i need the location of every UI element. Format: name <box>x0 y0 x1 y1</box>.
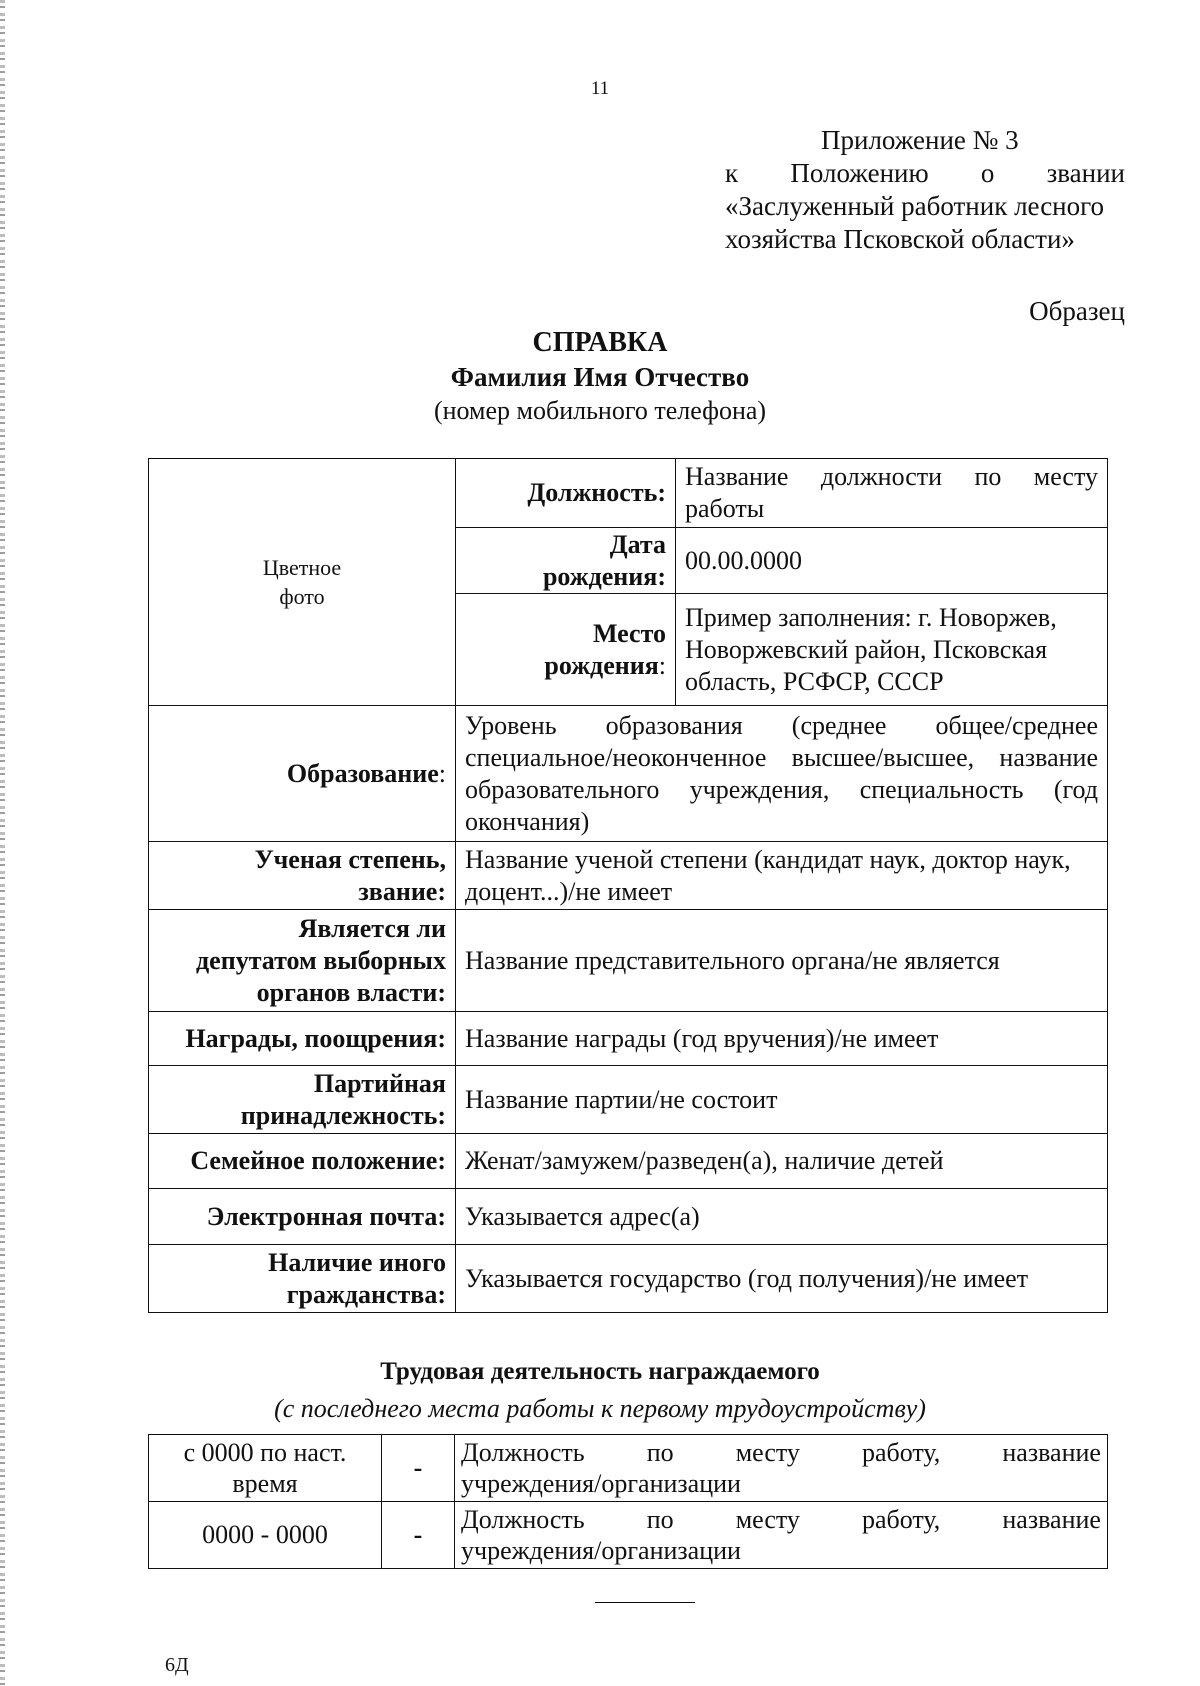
phone-placeholder: (номер мобильного телефона) <box>433 396 767 425</box>
birth-date-label <box>456 528 676 594</box>
position-label: Должность: <box>456 459 676 528</box>
desc-word: название <box>1002 1438 1101 1467</box>
education-value: Уровень образования (среднее общее/среднее специальное/неоконченное высшее/высшее, название образовательного учреждения, специальность (год окончания) <box>456 706 1108 842</box>
birth-place-label <box>456 594 676 706</box>
table-row <box>149 1245 1108 1313</box>
table-row <box>149 1435 1108 1502</box>
appendix-word: к <box>725 158 739 188</box>
label-line: звание: <box>358 876 446 906</box>
work-dash: - <box>382 1502 455 1569</box>
title-block <box>0 326 1200 428</box>
work-description <box>455 1502 1108 1569</box>
work-period: с 0000 по наст. время <box>149 1435 382 1502</box>
label-line: Дата <box>609 529 666 559</box>
citizenship-label <box>149 1245 456 1313</box>
work-period: 0000 - 0000 <box>149 1502 382 1569</box>
awards-value: Название награды (год вручения)/не имеет <box>456 1012 1108 1066</box>
table-row <box>149 459 1108 528</box>
work-description-line <box>461 1504 1101 1535</box>
desc-word: месту <box>735 1438 800 1467</box>
awards-label: Награды, поощрения: <box>149 1012 456 1066</box>
label-colon: : <box>658 650 666 680</box>
position-value: Название должности по месту работы <box>676 459 1108 528</box>
family-value: Женат/замужем/разведен(а), наличие детей <box>456 1134 1108 1189</box>
photo-line: фото <box>279 584 325 609</box>
desc-word: по <box>646 1505 674 1534</box>
appendix-reference <box>725 124 1125 256</box>
degree-value: Название ученой степени (кандидат наук, доктор наук, доцент...)/не имеет <box>456 842 1108 910</box>
end-divider <box>595 1602 695 1603</box>
deputy-label <box>149 910 456 1012</box>
table-row <box>149 910 1108 1012</box>
family-label: Семейное положение: <box>149 1134 456 1189</box>
desc-word: название <box>1002 1505 1101 1534</box>
citizenship-value: Указывается государство (год получения)/не имеет <box>456 1245 1108 1313</box>
label-line: принадлежность: <box>240 1100 446 1130</box>
degree-label <box>149 842 456 910</box>
email-value: Указывается адрес(а) <box>456 1189 1108 1245</box>
work-subheading: (с последнего места работы к первому трудоустройству) <box>274 1394 926 1423</box>
table-row <box>149 1189 1108 1245</box>
label-colon: : <box>438 758 446 788</box>
label-line <box>465 650 666 682</box>
appendix-word: о <box>980 158 995 188</box>
work-description-line <box>461 1437 1101 1468</box>
label-line: Является ли <box>298 913 446 943</box>
birth-place-value: Пример заполнения: г. Новоржев, Новоржевский район, Псковская область, РСФСР, СССР <box>676 594 1108 706</box>
label-line: Наличие иного <box>268 1247 446 1277</box>
work-heading: Трудовая деятельность награждаемого <box>380 1358 820 1385</box>
label-line: Партийная <box>313 1068 446 1098</box>
desc-word: работу, <box>861 1505 941 1534</box>
appendix-line-2 <box>725 157 1125 190</box>
desc-word: Должность <box>461 1438 585 1467</box>
page-number: 11 <box>590 78 610 99</box>
table-row <box>149 1066 1108 1134</box>
desc-word: работу, <box>861 1438 941 1467</box>
label-line: Ученая степень, <box>254 844 446 874</box>
appendix-word: Положению <box>790 158 929 188</box>
birth-date-value: 00.00.0000 <box>676 528 1108 594</box>
label-line: рождения: <box>542 561 666 591</box>
table-row <box>149 706 1108 842</box>
desc-word: Должность <box>461 1505 585 1534</box>
scan-edge <box>0 0 5 1686</box>
appendix-line-4: хозяйства Псковской области» <box>725 224 1075 254</box>
table-row <box>149 842 1108 910</box>
desc-word: месту <box>735 1505 800 1534</box>
table-row <box>149 1134 1108 1189</box>
party-label <box>149 1066 456 1134</box>
education-label <box>149 706 456 842</box>
work-history-table <box>148 1434 1108 1569</box>
label-line: депутатом выборных <box>196 945 446 975</box>
table-row <box>149 1012 1108 1066</box>
document-title: СПРАВКА <box>532 327 668 358</box>
party-value: Название партии/не состоит <box>456 1066 1108 1134</box>
table-row <box>149 1502 1108 1569</box>
appendix-number: Приложение № 3 <box>821 125 1019 155</box>
appendix-line-3: «Заслуженный работник лесного <box>725 191 1105 221</box>
desc-word: по <box>646 1438 674 1467</box>
label-line: Место <box>592 618 666 648</box>
label-text: Образование <box>286 758 439 788</box>
work-description <box>455 1435 1108 1502</box>
label-line: гражданства: <box>286 1279 446 1309</box>
work-description-line: учреждения/организации <box>461 1536 741 1565</box>
person-name: Фамилия Имя Отчество <box>450 362 750 392</box>
appendix-word: звании <box>1046 158 1125 188</box>
email-label: Электронная почта: <box>149 1189 456 1245</box>
work-description-line: учреждения/организации <box>461 1469 741 1498</box>
work-dash: - <box>382 1435 455 1502</box>
photo-placeholder <box>149 459 456 706</box>
sample-label: Образец <box>1029 296 1125 326</box>
deputy-value: Название представительного органа/не является <box>456 910 1108 1012</box>
photo-line: Цветное <box>262 555 342 580</box>
label-line: органов власти: <box>256 977 446 1007</box>
info-table <box>148 458 1108 1313</box>
label-text: рождения <box>544 650 659 680</box>
footer-code: 6Д <box>165 1654 189 1676</box>
